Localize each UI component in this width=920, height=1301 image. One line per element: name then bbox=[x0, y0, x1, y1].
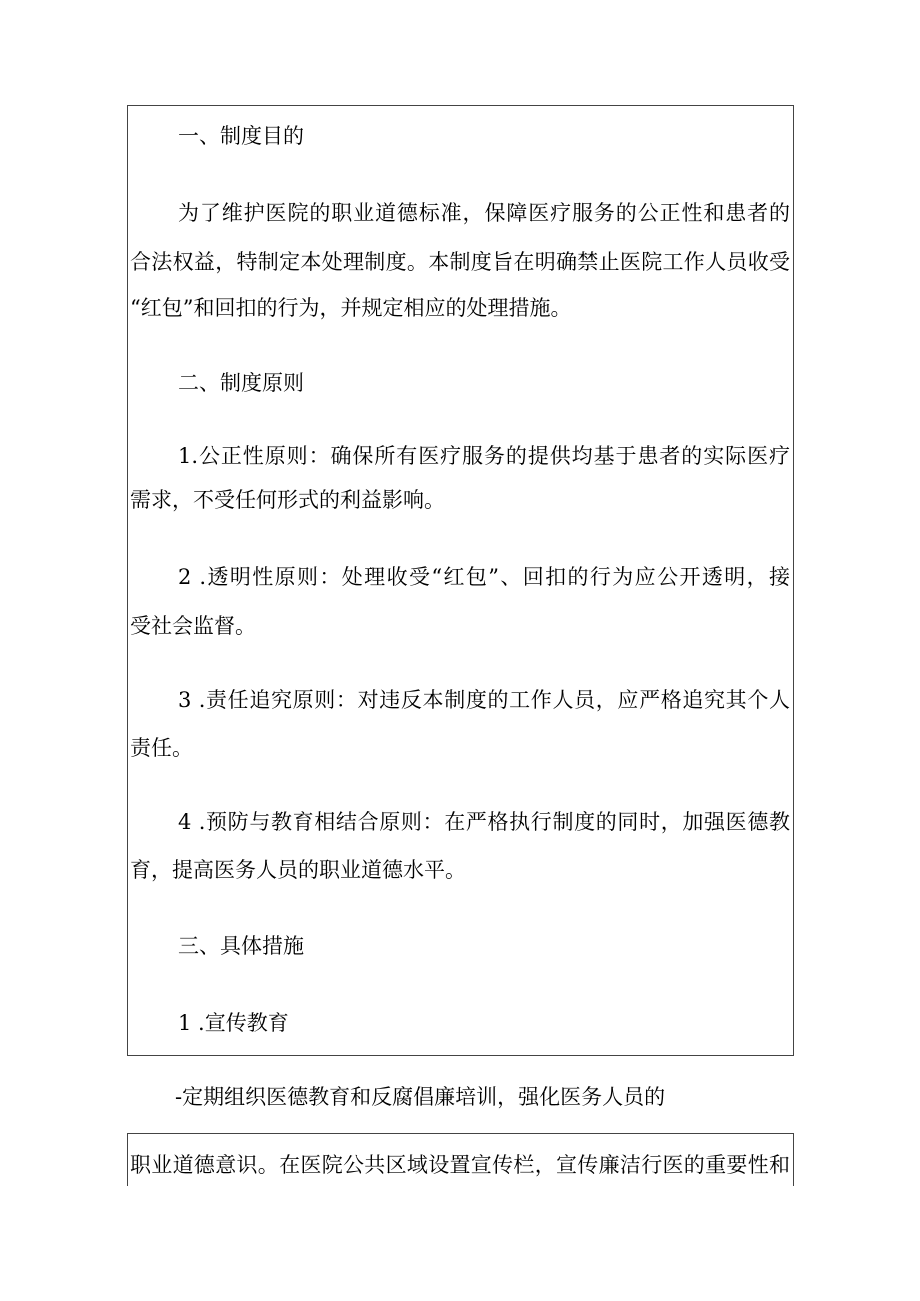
paragraph-line: 为了维护医院的职业道德标准，保障医疗服务的公正性和患者的 bbox=[178, 201, 790, 225]
section-heading-purpose: 一、制度目的 bbox=[178, 124, 304, 148]
continuation-line: 职业道德意识。在医院公共区域设置宣传栏，宣传廉洁行医的重要性和 bbox=[130, 1153, 790, 1177]
paragraph-line: “红包”和回扣的行为，并规定相应的处理措施。 bbox=[130, 296, 572, 320]
section-heading-principles: 二、制度原则 bbox=[178, 371, 304, 395]
principle-item-line: 受社会监督。 bbox=[130, 614, 256, 638]
subheading-publicity-education: 1 .宣传教育 bbox=[178, 1011, 289, 1035]
section-heading-measures: 三、具体措施 bbox=[178, 934, 304, 958]
principle-item-line: 2 .透明性原则：处理收受“红包”、回扣的行为应公开透明，接 bbox=[178, 565, 790, 589]
principle-item-line: 1.公正性原则：确保所有医疗服务的提供均基于患者的实际医疗 bbox=[178, 444, 790, 468]
measure-item-line: -定期组织医德教育和反腐倡廉培训，强化医务人员的 bbox=[175, 1085, 666, 1109]
principle-item-line: 需求，不受任何形式的利益影响。 bbox=[130, 488, 445, 512]
principle-item-line: 育，提高医务人员的职业道德水平。 bbox=[130, 858, 466, 882]
principle-item-line: 4 .预防与教育相结合原则：在严格执行制度的同时，加强医德教 bbox=[178, 810, 790, 834]
principle-item-line: 责任。 bbox=[130, 736, 193, 760]
paragraph-line: 合法权益，特制定本处理制度。本制度旨在明确禁止医院工作人员收受 bbox=[130, 250, 790, 274]
principle-item-line: 3 .责任追究原则：对违反本制度的工作人员，应严格追究其个人 bbox=[178, 688, 790, 712]
